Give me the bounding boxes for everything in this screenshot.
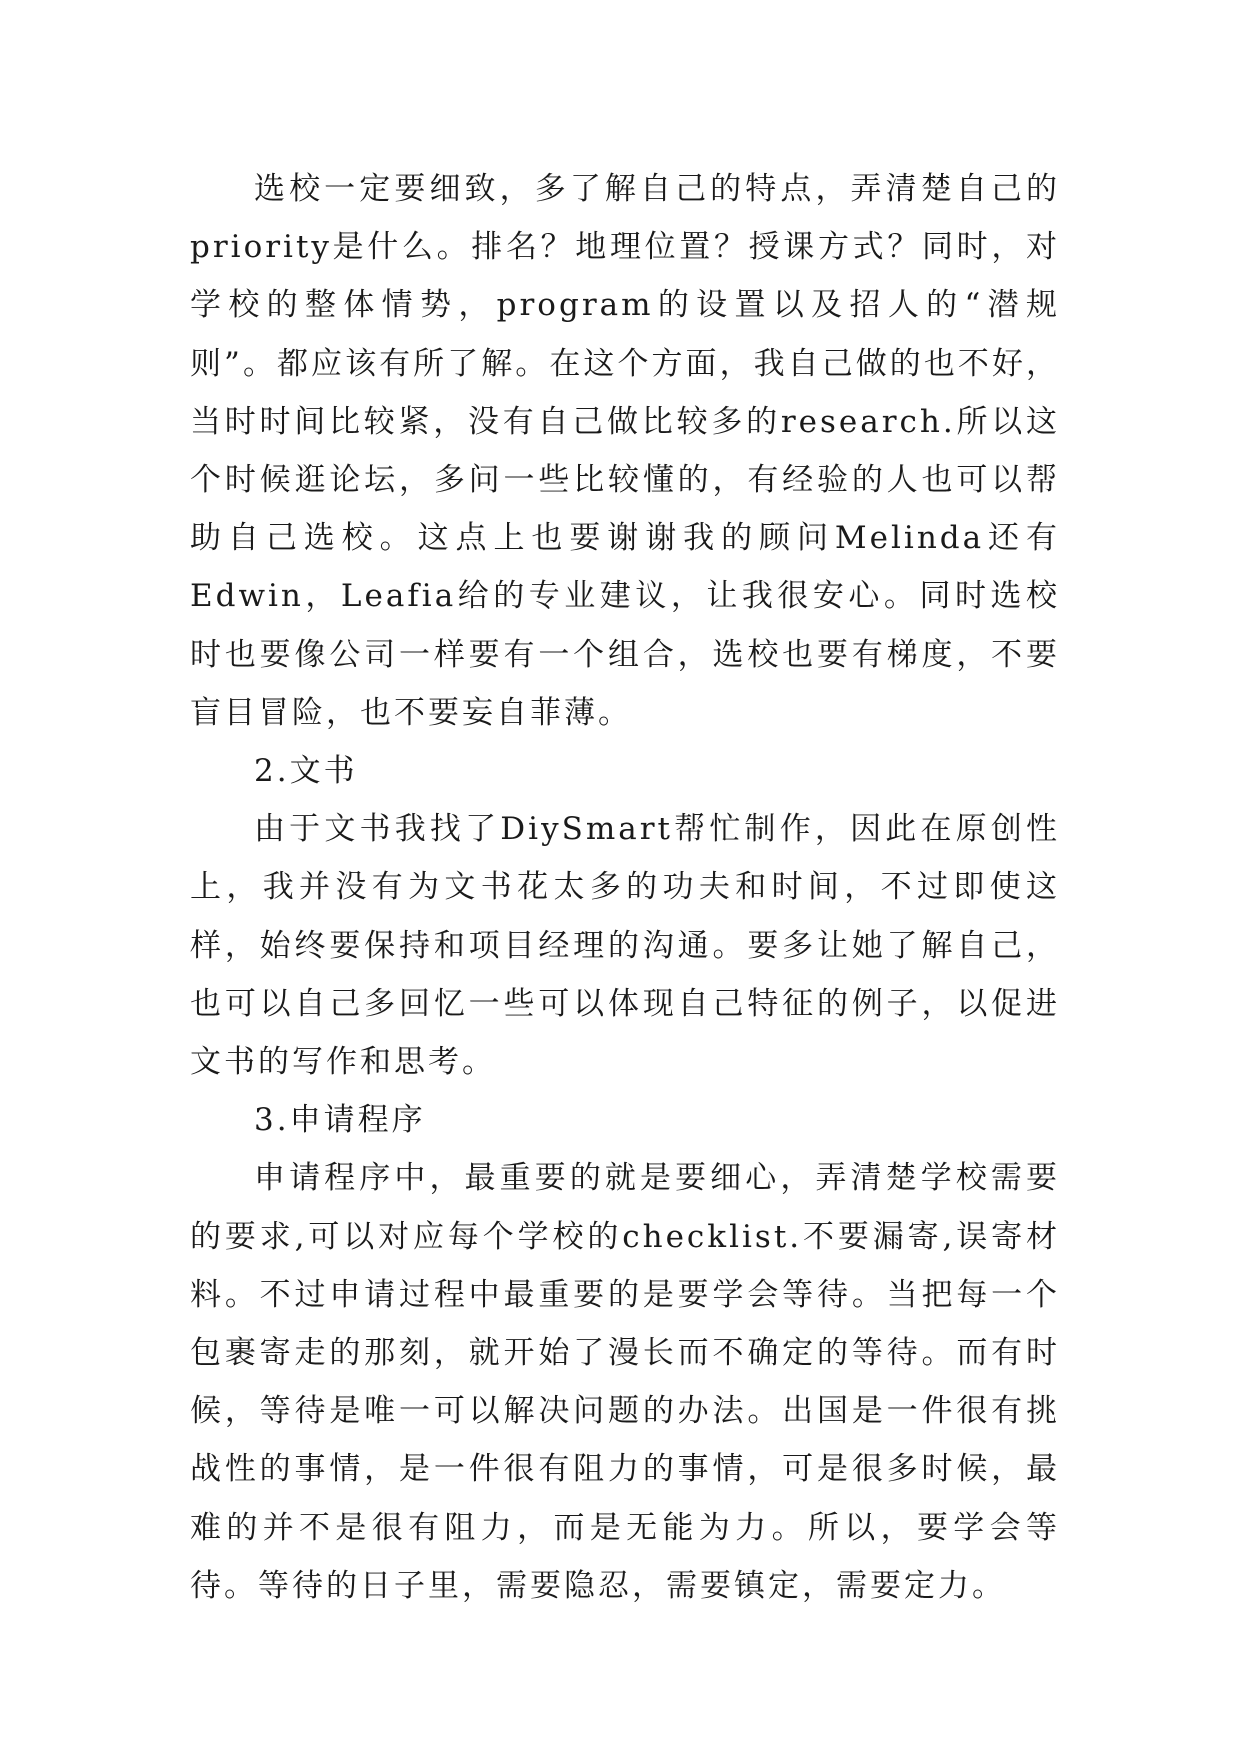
paragraph-school-selection: 选校一定要细致，多了解自己的特点，弄清楚自己的priority是什么。排名？地理位置？授课方式？同时，对学校的整体情势，program的设置以及招人的“潜规则”。都应该有所了解。在这个方面，我自己做的也不好，当时时间比较紧，没有自己做比较多的research.所以这个时候逛论坛，多问一些比较懂的，有经验的人也可以帮助自己选校。这点上也要谢谢我的顾问Melinda还有Edwin，Leafia给的专业建议，让我很安心。同时选校时也要像公司一样要有一个组合，选校也要有梯度，不要盲目冒险，也不要妄自菲薄。 (190, 171, 1060, 731)
paragraph-application: 申请程序中，最重要的就是要细心，弄清楚学校需要的要求,可以对应每个学校的checklist.不要漏寄,误寄材料。不过申请过程中最重要的是要学会等待。当把每一个包裹寄走的那刻，就开始了漫长而不确定的等待。而有时候，等待是唯一可以解决问题的办法。出国是一件很有挑战性的事情，是一件很有阻力的事情，可是很多时候，最难的并不是很有阻力，而是无能为力。所以，要学会等待。等待的日子里，需要隐忍，需要镇定，需要定力。 (190, 1160, 1060, 1604)
document-body (190, 160, 1060, 1615)
paragraph-essay: 由于文书我找了DiySmart帮忙制作，因此在原创性上，我并没有为文书花太多的功夫和时间，不过即使这样，始终要保持和项目经理的沟通。要多让她了解自己，也可以自己多回忆一些可以体现自己特征的例子，以促进文书的写作和思考。 (190, 811, 1060, 1081)
section-heading-essay: 2.文书 (254, 753, 358, 790)
section-heading-application: 3.申请程序 (254, 1102, 426, 1139)
